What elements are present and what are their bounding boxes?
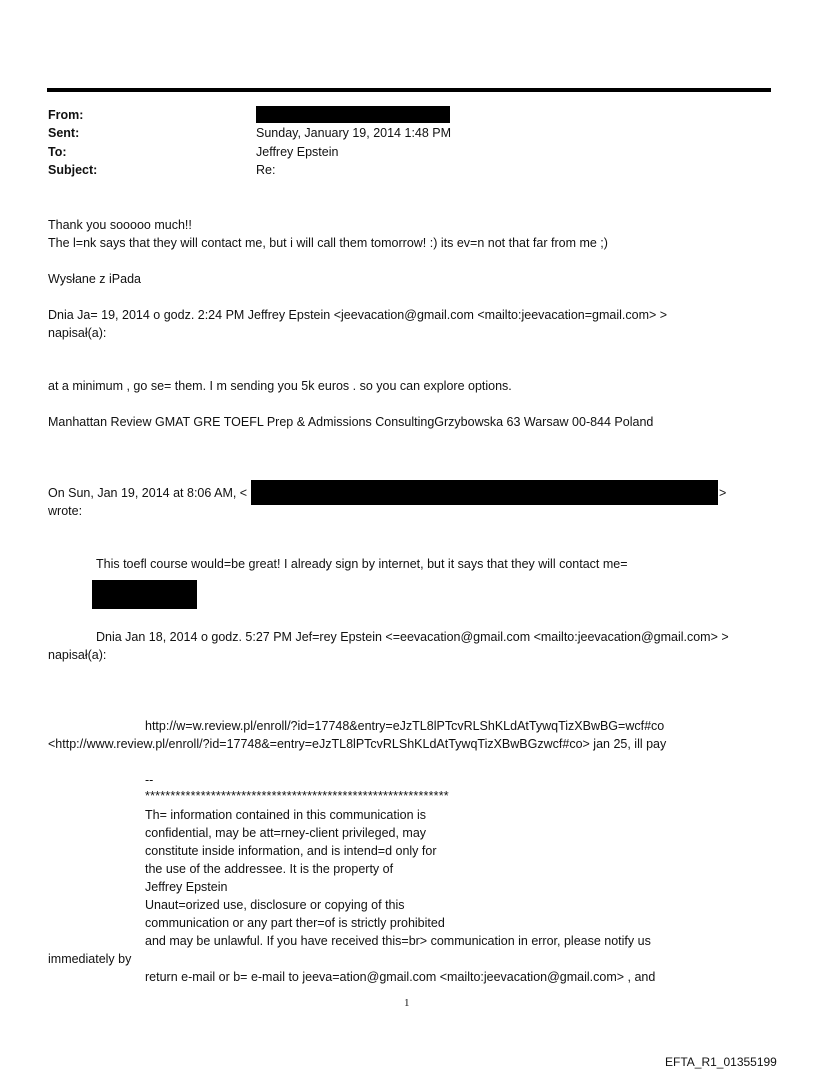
to-value: Jeffrey Epstein bbox=[256, 145, 339, 159]
quote-header-2-cont: wrote: bbox=[48, 504, 83, 518]
body-line-6: at a minimum , go se= them. I m sending you 5k euros . so you can explore options. bbox=[48, 379, 512, 393]
body-line-7: Manhattan Review GMAT GRE TOEFL Prep & Admissions ConsultingGrzybowska 63 Warsaw 00-844 Poland bbox=[48, 415, 654, 429]
disclaimer-line: constitute inside information, and is intend=d only for bbox=[145, 844, 437, 858]
quote-header-3-cont: napisał(a): bbox=[48, 648, 107, 662]
quote-header-1: Dnia Ja= 19, 2014 o godz. 2:24 PM Jeffrey Epstein <jeevacation@gmail.com <mailto:jeevacation=gmail.com> > bbox=[48, 308, 668, 322]
enroll-link-full[interactable]: <http://www.review.pl/enroll/?id=17748&=entry=eJzTL8lPTcvRLShKLdAtTywqTizXBwBGzwcf#co> jan 25, ill pay bbox=[48, 737, 667, 751]
disclaimer-stars: ************************************************************ bbox=[145, 789, 449, 803]
disclaimer-line: return e-mail or b= e-mail to jeeva=ation@gmail.com <mailto:jeevacation@gmail.com> , and bbox=[145, 970, 656, 984]
quote-header-1-cont: napisał(a): bbox=[48, 326, 107, 340]
page-number: 1 bbox=[404, 997, 410, 1009]
quote-header-3: Dnia Jan 18, 2014 o godz. 5:27 PM Jef=rey Epstein <=eevacation@gmail.com <mailto:jeevacation@gmail.com> > bbox=[96, 630, 729, 644]
from-label: From: bbox=[48, 108, 84, 122]
footer-document-id: EFTA_R1_01355199 bbox=[665, 1055, 777, 1069]
subject-value: Re: bbox=[256, 163, 276, 177]
sent-label: Sent: bbox=[48, 126, 80, 140]
disclaimer-line: and may be unlawful. If you have received this=br> communication in error, please notify us bbox=[145, 934, 651, 948]
quote-header-2-prefix: On Sun, Jan 19, 2014 at 8:06 AM, < bbox=[48, 486, 248, 500]
body-line-10: This toefl course would=be great! I already sign by internet, but it says that they will contact me= bbox=[96, 557, 628, 571]
disclaimer-line: Th= information contained in this communication is bbox=[145, 808, 427, 822]
body-line-2: The l=nk says that they will contact me, but i will call them tomorrow! :) its ev=n not that far from me ;) bbox=[48, 236, 608, 250]
body-line-1: Thank you sooooo much!! bbox=[48, 218, 192, 232]
disclaimer-line: immediately by bbox=[48, 952, 132, 966]
to-label: To: bbox=[48, 145, 67, 159]
enroll-link[interactable]: http://w=w.review.pl/enroll/?id=17748&entry=eJzTL8lPTcvRLShKLdAtTywqTizXBwBG=wcf#co bbox=[145, 719, 665, 733]
sent-value: Sunday, January 19, 2014 1:48 PM bbox=[256, 126, 452, 140]
quote-header-2-suffix: > bbox=[719, 486, 727, 500]
disclaimer-line: communication or any part ther=of is strictly prohibited bbox=[145, 916, 445, 930]
header-rule bbox=[47, 88, 771, 92]
redacted-signature bbox=[92, 580, 197, 609]
disclaimer-line: confidential, may be att=rney-client privileged, may bbox=[145, 826, 427, 840]
redacted-address bbox=[251, 480, 718, 505]
disclaimer-line: Unaut=orized use, disclosure or copying of this bbox=[145, 898, 405, 912]
redacted-sender bbox=[256, 106, 450, 123]
disclaimer-dash: -- bbox=[145, 773, 154, 787]
disclaimer-line: the use of the addressee. It is the property of bbox=[145, 862, 394, 876]
disclaimer-line: Jeffrey Epstein bbox=[145, 880, 228, 894]
subject-label: Subject: bbox=[48, 163, 98, 177]
body-line-3: Wysłane z iPada bbox=[48, 272, 141, 286]
